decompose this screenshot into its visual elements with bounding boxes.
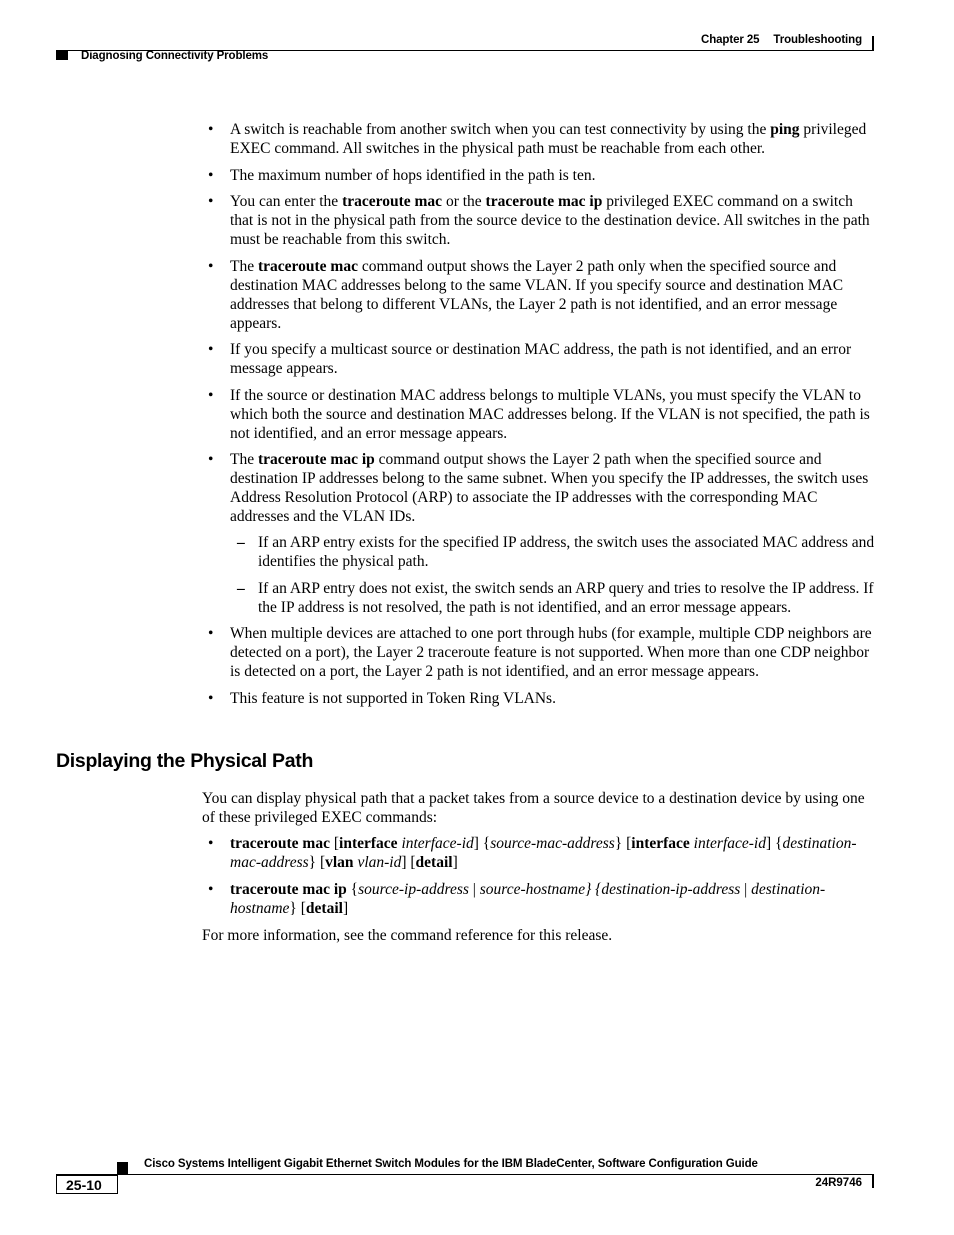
closing-paragraph: For more information, see the command reference for this release. — [202, 926, 613, 944]
page-number: 25-10 — [66, 1177, 102, 1193]
list-item: • The maximum number of hops identified in the path is ten. — [208, 166, 596, 184]
list-item: • A switch is reachable from another switch when you can test connectivity by using the ping privileged EXEC command. All switches in the physical path must be reachable from each other. — [208, 121, 867, 157]
dash-glyph: – — [237, 579, 245, 597]
guidelines-list — [200, 120, 876, 708]
footer-rule — [56, 1174, 874, 1175]
document-number: 24R9746 — [815, 1177, 862, 1189]
bullet-glyph: • — [208, 386, 214, 404]
header-tick — [872, 36, 874, 51]
command-name: traceroute mac — [342, 193, 443, 210]
footer-marker-block — [117, 1162, 128, 1174]
list-item: • This feature is not supported in Token Ring VLANs. — [208, 689, 556, 707]
running-header-chapter — [600, 34, 862, 46]
book-title: Cisco Systems Intelligent Gigabit Ethernet Switch Modules for the IBM BladeCenter, Software Configuration Guide — [144, 1158, 758, 1170]
command-name: ping — [770, 121, 800, 138]
sub-list-item: – If an ARP entry does not exist, the switch sends an ARP query and tries to resolve the IP address. If the IP address is not resolved, the path is not identified, and an error message appears. — [237, 579, 874, 616]
list-item: • If the source or destination MAC address belongs to multiple VLANs, you must specify the VLAN to which both the source and destination MAC addresses belong. If the VLAN is not specified, the path is not identified, and an error message appears. — [208, 386, 870, 442]
running-header-section: Diagnosing Connectivity Problems — [81, 50, 269, 62]
bullet-glyph: • — [208, 166, 214, 184]
bullet-glyph: • — [208, 689, 214, 707]
bullet-glyph: • — [208, 835, 214, 852]
bullet-glyph: • — [208, 451, 214, 468]
command-name: traceroute mac ip — [257, 451, 375, 468]
chapter-number: Chapter 25 — [700, 34, 760, 46]
bullet-glyph: • — [208, 121, 214, 138]
chapter-title: Troubleshooting — [773, 34, 862, 46]
list-item: • If you specify a multicast source or destination MAC address, the path is not identified, and an error message appears. — [208, 341, 852, 377]
list-item: • You can enter the traceroute mac or the traceroute mac ip privileged EXEC command on a switch that is not in the physical path from the source device to the destination device. All switches in the path must be reachable from this switch. — [208, 193, 870, 248]
header-marker-block — [56, 51, 68, 60]
list-item: • When multiple devices are attached to one port through hubs (for example, multiple CDP neighbors are detected on a port), the Layer 2 traceroute feature is not supported. When more than one CDP neighbor is detected on a port, the Layer 2 path is not identified, and an error message appears. — [208, 625, 872, 680]
footer-tick — [872, 1174, 874, 1188]
sub-list-item: – If an ARP entry exists for the specified IP address, the switch uses the associated MAC address and identifies the physical path. — [237, 534, 875, 570]
bullet-glyph: • — [208, 257, 214, 275]
list-item: • The traceroute mac command output shows the Layer 2 path only when the specified source and destination MAC addresses belong to the same VLAN. If you specify source and destination MAC addresses that belong to different VLANs, the Layer 2 path is not identified, and an error message appears. — [208, 257, 844, 332]
command-name: traceroute mac — [257, 257, 358, 275]
guidelines-list-container — [200, 120, 876, 715]
list-item: • The traceroute mac ip command output shows the Layer 2 path when the specified source and destination IP addresses belong to the same subnet. When you specify the IP addresses, the switch uses Address Resolution Protocol (ARP) to associate the IP addresses with the corresponding MAC addresses and the VLAN IDs. – If an ARP entry exists for the specified IP address, the switch uses the associated MAC address and identifies the physical path. – If an ARP entry does not exist, the switch sends an ARP query and tries to resolve the IP address. If the IP address is not resolved, the path is not identified, and an error message appears. — [208, 451, 875, 616]
bullet-glyph: • — [208, 193, 214, 210]
dash-glyph: – — [237, 534, 245, 551]
command-syntax-list — [200, 834, 878, 918]
command-syntax-item: • traceroute mac ip {source-ip-address | source-hostname} {destination-ip-address | destination-hostname} [detail] — [208, 880, 826, 917]
bullet-glyph: • — [208, 880, 214, 898]
section-heading: Displaying the Physical Path — [56, 750, 314, 772]
section-body — [202, 789, 878, 952]
intro-paragraph: You can display physical path that a packet takes from a source device to a destination device by using one of these privileged EXEC commands: — [202, 790, 865, 826]
bullet-glyph: • — [208, 625, 214, 642]
bullet-glyph: • — [208, 341, 214, 358]
sub-list — [230, 533, 876, 617]
command-syntax-item: • traceroute mac [interface interface-id] {source-mac-address} [interface interface-id] {destination-mac-address} [vlan vlan-id] [detail] — [208, 835, 857, 871]
command-name: traceroute mac ip — [485, 193, 603, 210]
